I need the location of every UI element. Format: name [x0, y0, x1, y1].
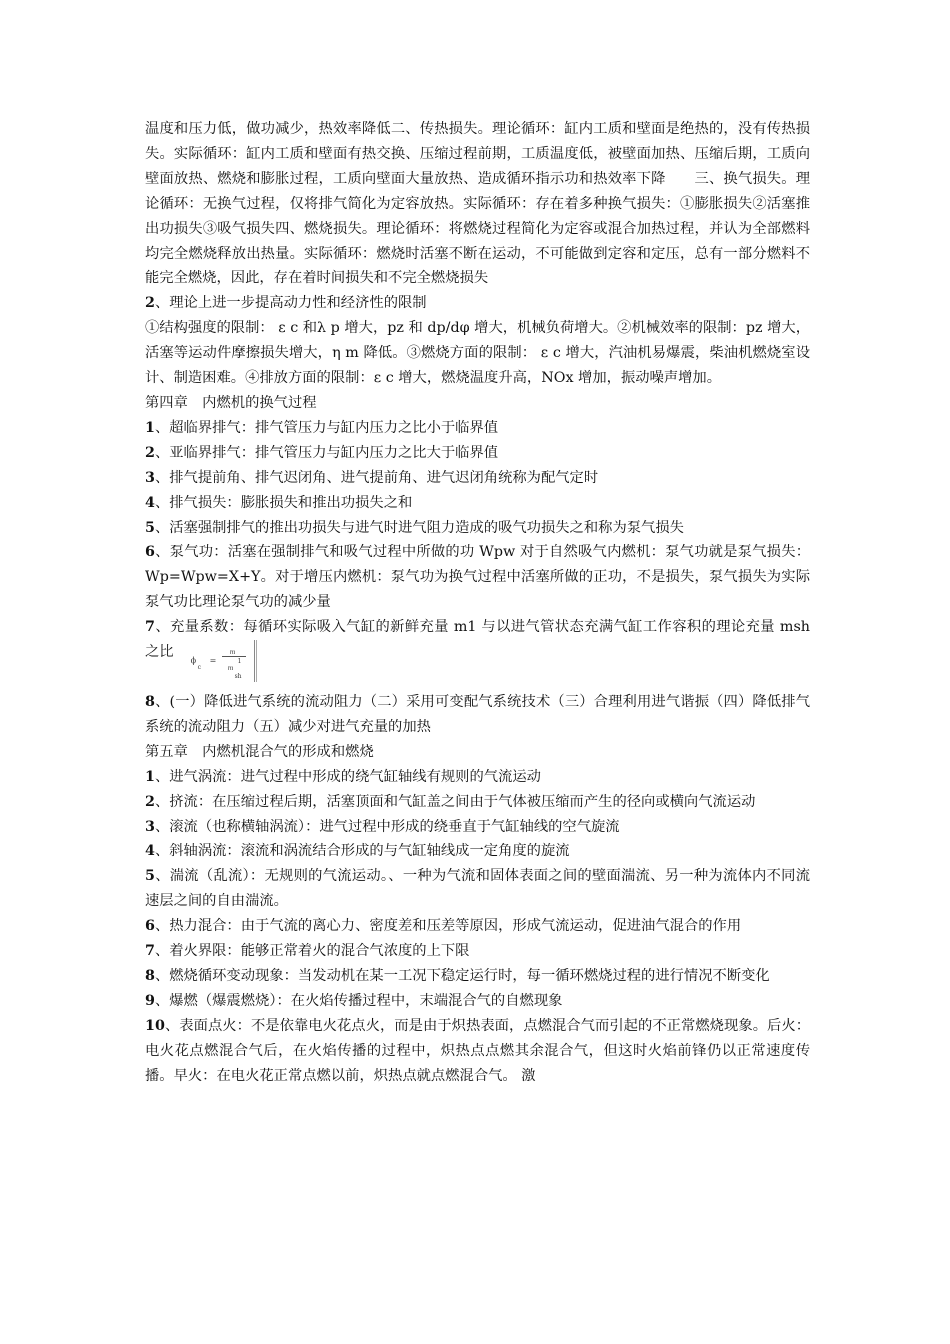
- paragraph-text: 、滚流（也称横轴涡流）：进气过程中形成的绕垂直于气缸轴线的空气旋流: [154, 818, 620, 835]
- paragraph-text: 、热力混合：由于气流的离心力、密度差和压差等原因，形成气流运动，促进油气混合的作用: [154, 918, 742, 935]
- paragraph-text: 、燃烧循环变动现象：当发动机在某一工况下稳定运行时，每一循环燃烧过程的进行情况不断变化: [154, 968, 770, 984]
- item-number: 3: [145, 818, 155, 835]
- paragraph-text: 、活塞强制排气的推出功损失与进气时进气阻力造成的吸气功损失之和称为泵气损失: [154, 519, 684, 536]
- paragraph-6: [145, 466, 810, 491]
- item-number: 6: [145, 918, 155, 935]
- paragraph-5: [145, 441, 810, 466]
- item-number: 7: [145, 943, 155, 960]
- paragraph-20: [145, 964, 810, 989]
- formula-phi: ϕ: [190, 656, 197, 666]
- formula-spacer: [145, 673, 810, 690]
- paragraph-19: [145, 939, 810, 964]
- item-number: 5: [145, 868, 155, 885]
- item-number: 6: [145, 544, 155, 561]
- paragraph-7: [145, 491, 810, 516]
- formula-denominator: m: [227, 665, 234, 673]
- formula-phi-subscript: c: [197, 664, 201, 672]
- item-number: 8: [145, 968, 155, 984]
- paragraph-text: 、亚临界排气：排气管压力与缸内压力之比大于临界值: [154, 444, 499, 461]
- formula-numerator-subscript: 1: [237, 658, 242, 666]
- chapter-5-heading: [145, 740, 810, 765]
- item-number: 4: [145, 843, 155, 860]
- paragraph-9: [145, 540, 810, 615]
- formula-border: [256, 640, 257, 682]
- formula-equals: =: [209, 656, 217, 666]
- paragraph-10: [145, 615, 810, 681]
- paragraph-18: [145, 914, 810, 939]
- item-number: 7: [145, 619, 155, 636]
- item-number: 5: [145, 519, 155, 536]
- paragraph-text: 、泵气功：活塞在强制排气和吸气过程中所做的功 Wpw 对于自然吸气内燃机：泵气功就是泵气损失：Wp=Wpw=X+Y。对于增压内燃机：泵气功为换气过程中活塞所做的正功，不是损失，泵气损失为实际泵气功比理论泵气功的减少量: [145, 544, 810, 611]
- paragraph-text: 、理论上进一步提高动力性和经济性的限制: [154, 295, 427, 312]
- paragraph-1: [145, 291, 810, 316]
- paragraph-22: [145, 1014, 810, 1089]
- item-number: 1: [145, 768, 155, 785]
- item-number: 10: [145, 1017, 165, 1034]
- paragraph-text: 、挤流：在压缩过程后期，活塞顶面和气缸盖之间由于气体被压缩而产生的径向或横向气流运动: [154, 793, 756, 810]
- paragraph-text: 、(一）降低进气系统的流动阻力（二）采用可变配气系统技术（三）合理利用进气谐振（四）降低排气系统的流动阻力（五）减少对进气充量的加热: [145, 694, 810, 735]
- paragraph-text: 、充量系数：每循环实际吸入气缸的新鲜充量 m1 与以进气管状态充满气缸工作容积的理论充量 msh 之比: [145, 619, 810, 661]
- paragraph-text: 温度和压力低，做功减少，热效率降低二、传热损失。理论循环：缸内工质和壁面是绝热的，没有传热损失。实际循环：缸内工质和壁面有热交换、压缩过程前期，工质温度低，被壁面加热、压缩后期，工质向壁面放热、燃烧和膨胀过程，工质向壁面大量放热、造成循环指示功和热效率下降 三、换气损失。理论循环：无换气过程，仅将排气简化为定容放热。实际循环：存在着多种换气损失：①膨胀损失②活塞推出功损失③吸气损失四、燃烧损失。理论循环：将燃烧过程简化为定容或混合加热过程，并认为全部燃料均完全燃烧释放出热量。实际循环：燃烧时活塞不断在运动，不可能做到定容和定压，总有一部分燃料不能完全燃烧，因此，存在着时间损失和不完全燃烧损失: [145, 121, 810, 287]
- charge-coefficient-formula: [188, 646, 258, 681]
- paragraph-text: 、进气涡流：进气过程中形成的绕气缸轴线有规则的气流运动: [154, 768, 541, 785]
- paragraph-17: [145, 864, 810, 914]
- paragraph-11: [145, 690, 810, 740]
- paragraph-text: 、表面点火：不是依靠电火花点火，而是由于炽热表面，点燃混合气而引起的不正常燃烧现象。后火：电火花点燃混合气后，在火焰传播的过程中，炽热点点燃其余混合气，但这时火焰前锋仍以正常速度传播。早火：在电火花正常点燃以前，炽热点就点燃混合气。 激: [145, 1017, 810, 1084]
- item-number: 2: [145, 444, 155, 461]
- item-number: 3: [145, 469, 155, 486]
- formula-numerator: m: [229, 649, 236, 657]
- paragraph-text: 、排气提前角、排气迟闭角、进气提前角、进气迟闭角统称为配气定时: [154, 469, 599, 486]
- paragraph-8: [145, 516, 810, 541]
- paragraph-text: 、着火界限：能够正常着火的混合气浓度的上下限: [154, 943, 470, 960]
- item-number: 4: [145, 494, 155, 511]
- paragraph-4: [145, 416, 810, 441]
- paragraph-16: [145, 839, 810, 864]
- formula-fraction-bar: [222, 656, 246, 657]
- item-number: 2: [145, 295, 155, 312]
- document-page: [145, 117, 810, 1089]
- paragraph-text: 、湍流（乱流）：无规则的气流运动。、一种为气流和固体表面之间的壁面湍流、另一种为流体内不同流速层之间的自由湍流。: [145, 868, 810, 910]
- paragraph-2: [145, 316, 810, 391]
- paragraph-14: [145, 790, 810, 815]
- chapter-title: 第五章 内燃机混合气的形成和燃烧: [145, 743, 374, 760]
- item-number: 1: [145, 419, 155, 436]
- paragraph-21: [145, 989, 810, 1014]
- formula-denominator-subscript: sh: [234, 673, 242, 681]
- formula-border: [254, 640, 255, 682]
- chapter-title: 第四章 内燃机的换气过程: [145, 394, 317, 411]
- paragraph-text: 、斜轴涡流：滚流和涡流结合形成的与气缸轴线成一定角度的旋流: [154, 843, 570, 860]
- paragraph-text: 、排气损失：膨胀损失和推出功损失之和: [154, 494, 413, 511]
- item-number: 9: [145, 992, 155, 1009]
- chapter-4-heading: [145, 391, 810, 416]
- paragraph-text: 、超临界排气：排气管压力与缸内压力之比小于临界值: [154, 419, 499, 436]
- paragraph-15: [145, 815, 810, 840]
- paragraph-text: ①结构强度的限制： ε c 和λ p 增大，pz 和 dp/dφ 增大，机械负荷增大。②机械效率的限制：pz 增大，活塞等运动件摩擦损失增大，η m 降低。③燃烧方面的限制： ε c 增大，汽油机易爆震，柴油机燃烧室设计、制造困难。④排放方面的限制：ε c 增大，燃烧温度升高，NOx 增加，振动噪声增加。: [145, 320, 810, 387]
- item-number: 8: [145, 694, 155, 711]
- item-number: 2: [145, 793, 155, 810]
- paragraph-13: [145, 765, 810, 790]
- paragraph-text: 、爆燃（爆震燃烧）：在火焰传播过程中，末端混合气的自燃现象: [154, 992, 563, 1009]
- paragraph-0: [145, 117, 810, 291]
